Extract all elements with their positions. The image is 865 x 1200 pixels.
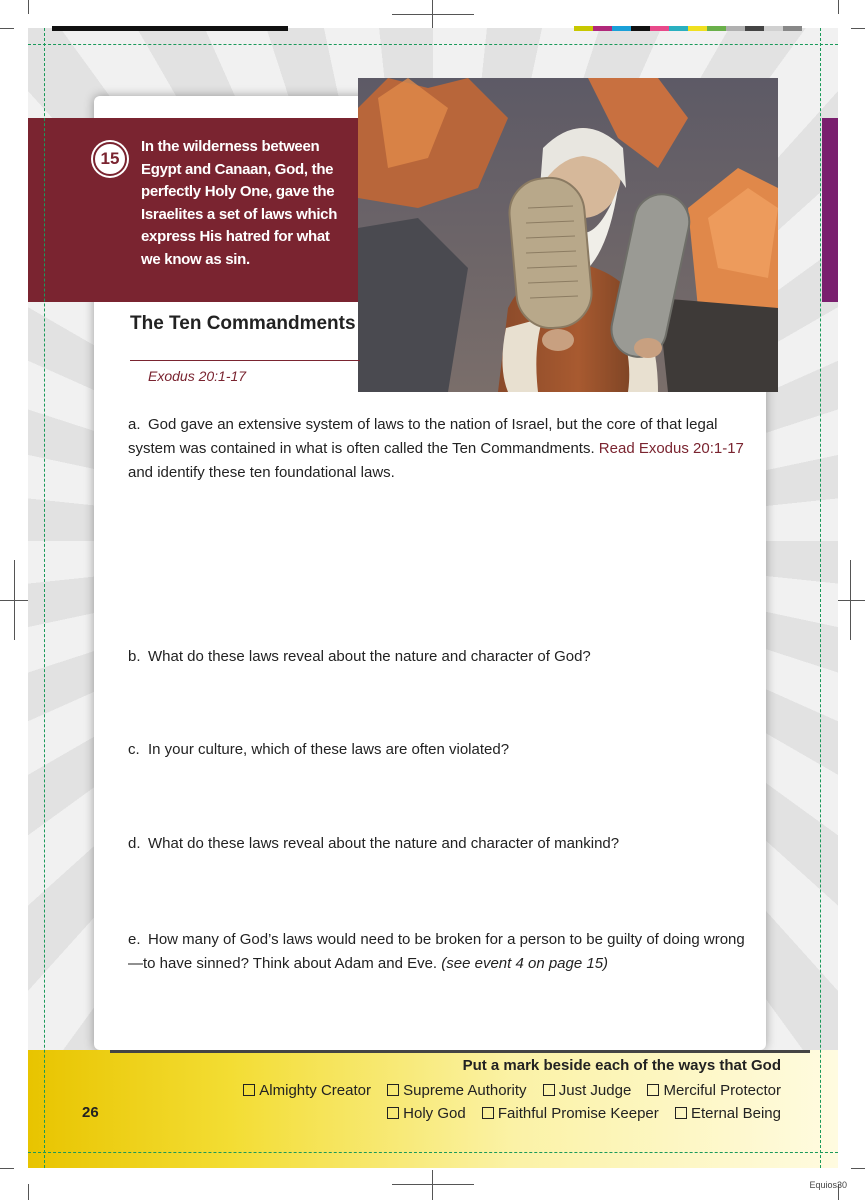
- checklist-item[interactable]: [647, 1082, 781, 1099]
- footer-heading: Put a mark beside each of the ways that God: [462, 1057, 781, 1074]
- crop-mark-br-h: [851, 1168, 865, 1169]
- crop-mark-tr-h: [851, 28, 865, 29]
- registration-mark-right: [838, 600, 865, 601]
- registration-mark-bottom: [432, 1170, 433, 1200]
- checklist-row-2: [375, 1105, 781, 1122]
- page-number: 26: [82, 1104, 99, 1121]
- question-b: [128, 645, 748, 669]
- print-color-bar-left: [52, 26, 288, 31]
- question-text: In your culture, which of these laws are often violated?: [148, 741, 510, 758]
- checklist-label: Faithful Promise Keeper: [497, 1105, 659, 1122]
- crop-mark-tr-v: [838, 0, 839, 14]
- checklist-label: Almighty Creator: [259, 1082, 371, 1099]
- illustration-svg: [358, 78, 778, 392]
- crop-mark-bl-v: [28, 1184, 29, 1200]
- guide-line-left: [44, 28, 45, 1168]
- footer-rule: [110, 1050, 810, 1053]
- question-text: What do these laws reveal about the nature and character of God?: [148, 648, 591, 665]
- checklist-item[interactable]: [387, 1082, 526, 1099]
- print-color-bar-right: [574, 26, 802, 31]
- registration-mark-top-h: [392, 14, 474, 15]
- guide-line-right: [820, 28, 821, 1168]
- checklist-item[interactable]: [675, 1105, 781, 1122]
- section-reference: Exodus 20:1-17: [148, 368, 247, 384]
- question-letter: e.: [128, 931, 141, 948]
- question-letter: a.: [128, 416, 141, 433]
- question-letter: b.: [128, 648, 141, 665]
- checkbox-icon[interactable]: [243, 1084, 255, 1096]
- corner-label: Equios30: [809, 1180, 847, 1190]
- question-e: [128, 928, 748, 976]
- crop-mark-tl-v: [28, 0, 29, 14]
- question-text: What do these laws reveal about the nature and character of mankind?: [148, 835, 620, 852]
- checklist-row-1: [231, 1082, 781, 1099]
- tablet-left: [507, 175, 595, 331]
- checkbox-icon[interactable]: [675, 1107, 687, 1119]
- question-letter: c.: [128, 741, 140, 758]
- registration-mark-left-v: [14, 560, 15, 640]
- crop-mark-tl-h: [0, 28, 14, 29]
- question-c: [128, 738, 748, 762]
- question-text: How many of God’s laws would need to be broken for a person to be guilty of doing wrong—to have sinned? Think about Adam and Eve.: [128, 931, 745, 972]
- checkbox-icon[interactable]: [482, 1107, 494, 1119]
- moses-illustration: [358, 78, 778, 392]
- checkbox-icon[interactable]: [647, 1084, 659, 1096]
- checklist-item[interactable]: [243, 1082, 371, 1099]
- event-description: In the wilderness between Egypt and Canaan, God, the perfectly Holy One, gave the Israelites a set of laws which express His hatred for what we know as sin.: [141, 138, 338, 268]
- checklist-item[interactable]: [482, 1105, 659, 1122]
- checklist-label: Merciful Protector: [663, 1082, 781, 1099]
- question-text: God gave an extensive system of laws to the nation of Israel, but the core of that legal system was contained in what is often called the Ten Commandments.: [128, 416, 718, 457]
- chapter-tab: [822, 118, 838, 302]
- checklist-label: Holy God: [403, 1105, 466, 1122]
- section-title: The Ten Commandments: [130, 313, 356, 334]
- checklist-item[interactable]: [387, 1105, 466, 1122]
- guide-line-top: [28, 44, 838, 45]
- checkbox-icon[interactable]: [387, 1107, 399, 1119]
- section-title-rule: [130, 360, 360, 361]
- guide-line-bottom: [28, 1152, 838, 1153]
- checklist-label: Eternal Being: [690, 1105, 781, 1122]
- checklist-item[interactable]: [543, 1082, 632, 1099]
- registration-mark-bottom-h: [392, 1184, 474, 1185]
- checklist-label: Just Judge: [558, 1082, 632, 1099]
- scripture-link[interactable]: Read Exodus 20:1-17: [598, 440, 744, 457]
- question-letter: d.: [128, 835, 141, 852]
- question-note: (see event 4 on page 15): [441, 955, 609, 972]
- checkbox-icon[interactable]: [543, 1084, 555, 1096]
- event-number-badge: 15: [93, 142, 127, 176]
- checklist-label: Supreme Authority: [403, 1082, 527, 1099]
- question-d: [128, 832, 748, 856]
- question-a: [128, 413, 748, 485]
- question-text-tail: and identify these ten foundational laws.: [128, 464, 395, 481]
- checkbox-icon[interactable]: [387, 1084, 399, 1096]
- crop-mark-bl-h: [0, 1168, 14, 1169]
- registration-mark-right-v: [850, 560, 851, 640]
